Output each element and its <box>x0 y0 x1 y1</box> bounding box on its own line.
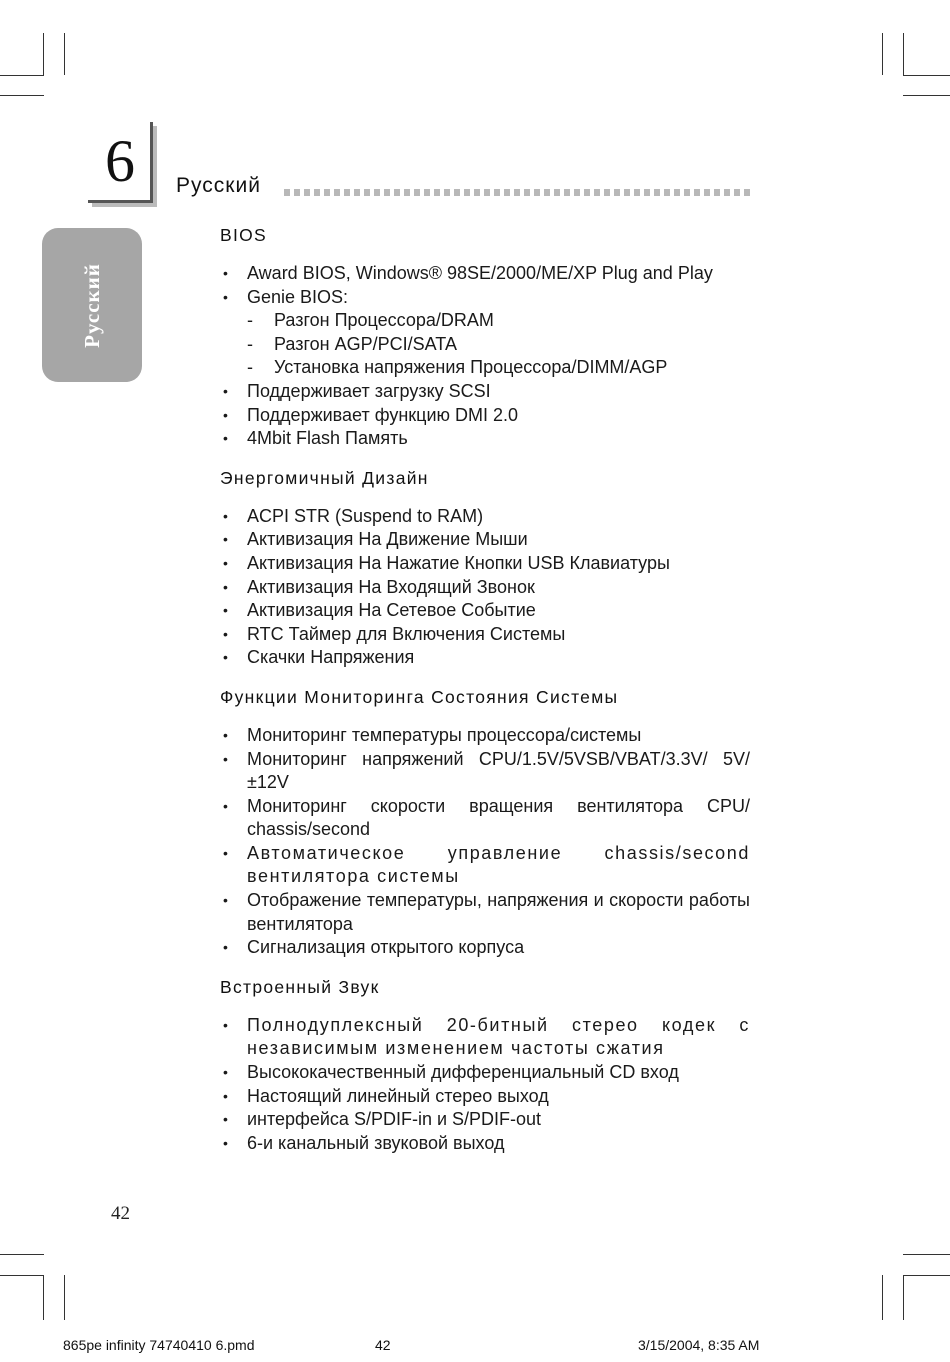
list-item: • Сигнализация открытого корпуса <box>223 937 525 958</box>
list-item: • Автоматическое управление chassis/second вентилятора системы <box>223 842 750 887</box>
section-title-monitoring: Функции Мониторинга Состояния Системы <box>220 686 619 707</box>
list-item: • Полнодуплексный 20-битный стерео кодек с независимым изменением частоты сжатия <box>223 1014 750 1059</box>
list-item: • Поддерживает загрузку SCSI <box>223 380 491 401</box>
list-item: • Мониторинг скорости вращения вентилятора CPU/ chassis/second <box>223 795 750 840</box>
section-title-audio: Встроенный Звук <box>220 976 380 997</box>
chapter-number: 6 <box>105 128 135 194</box>
sub-list-item: - Разгон AGP/PCI/SATA <box>247 333 457 354</box>
section-title-bios: BIOS <box>220 225 268 245</box>
list-item: • Скачки Напряжения <box>223 647 415 668</box>
side-tab-label: Русский <box>79 262 104 348</box>
page-number: 42 <box>111 1203 130 1224</box>
main-content <box>220 222 750 1169</box>
list-item: • Мониторинг напряжений CPU/1.5V/5VSB/VBAT/3.3V/ 5V/±12V <box>223 748 750 793</box>
footer-filename: 865pe infinity 74740410 6.pmd <box>63 1337 255 1353</box>
list-item: • Высококачественный дифференциальный CD вход <box>223 1062 679 1083</box>
list-item: • 4Mbit Flash Память <box>223 428 408 449</box>
chapter-title: Русский <box>176 174 261 197</box>
list-item: • Поддерживает функцию DMI 2.0 <box>223 404 519 425</box>
list-item: • Award BIOS, Windows® 98SE/2000/ME/XP Plug and Play <box>223 263 713 283</box>
list-item: • Активизация На Нажатие Кнопки USB Клавиатуры <box>223 552 670 573</box>
list-item: • Мониторинг температуры процессора/системы <box>223 724 642 745</box>
audio-list <box>220 1014 750 1156</box>
sub-list <box>247 309 750 380</box>
header-dotted-rule <box>284 189 750 196</box>
power-list <box>220 505 750 670</box>
sub-list-item: - Установка напряжения Процессора/DIMM/AGP <box>247 357 668 378</box>
list-item: • Активизация На Сетевое Событие <box>223 600 536 621</box>
footer-page: 42 <box>375 1337 391 1353</box>
list-item: • ACPI STR (Suspend to RAM) <box>223 505 484 526</box>
section-title-power: Энергомичный Дизайн <box>220 467 429 488</box>
list-item: • Активизация На Входящий Звонок <box>223 576 535 597</box>
list-item: • Genie BIOS: - Разгон Процессора/DRAM - Разгон AGP/PCI/SATA - Установка напряжения Процессора/DIMM/AGP <box>220 286 750 380</box>
monitoring-list <box>220 724 750 960</box>
list-item: • Отображение температуры, напряжения и скорости работы вентилятора <box>223 890 750 934</box>
bios-list <box>220 262 750 451</box>
sub-list-item: - Разгон Процессора/DRAM <box>247 310 494 331</box>
list-item: • интерфейса S/PDIF-in и S/PDIF-out <box>223 1109 542 1130</box>
footer-date: 3/15/2004, 8:35 AM <box>638 1337 760 1353</box>
list-item: • RTC Таймер для Включения Системы <box>223 623 566 644</box>
language-side-tab <box>42 228 142 382</box>
list-item: • Активизация На Движение Мыши <box>223 529 528 550</box>
list-item: • 6-и канальный звуковой выход <box>223 1132 505 1153</box>
list-item: • Настоящий линейный стерео выход <box>223 1085 549 1106</box>
